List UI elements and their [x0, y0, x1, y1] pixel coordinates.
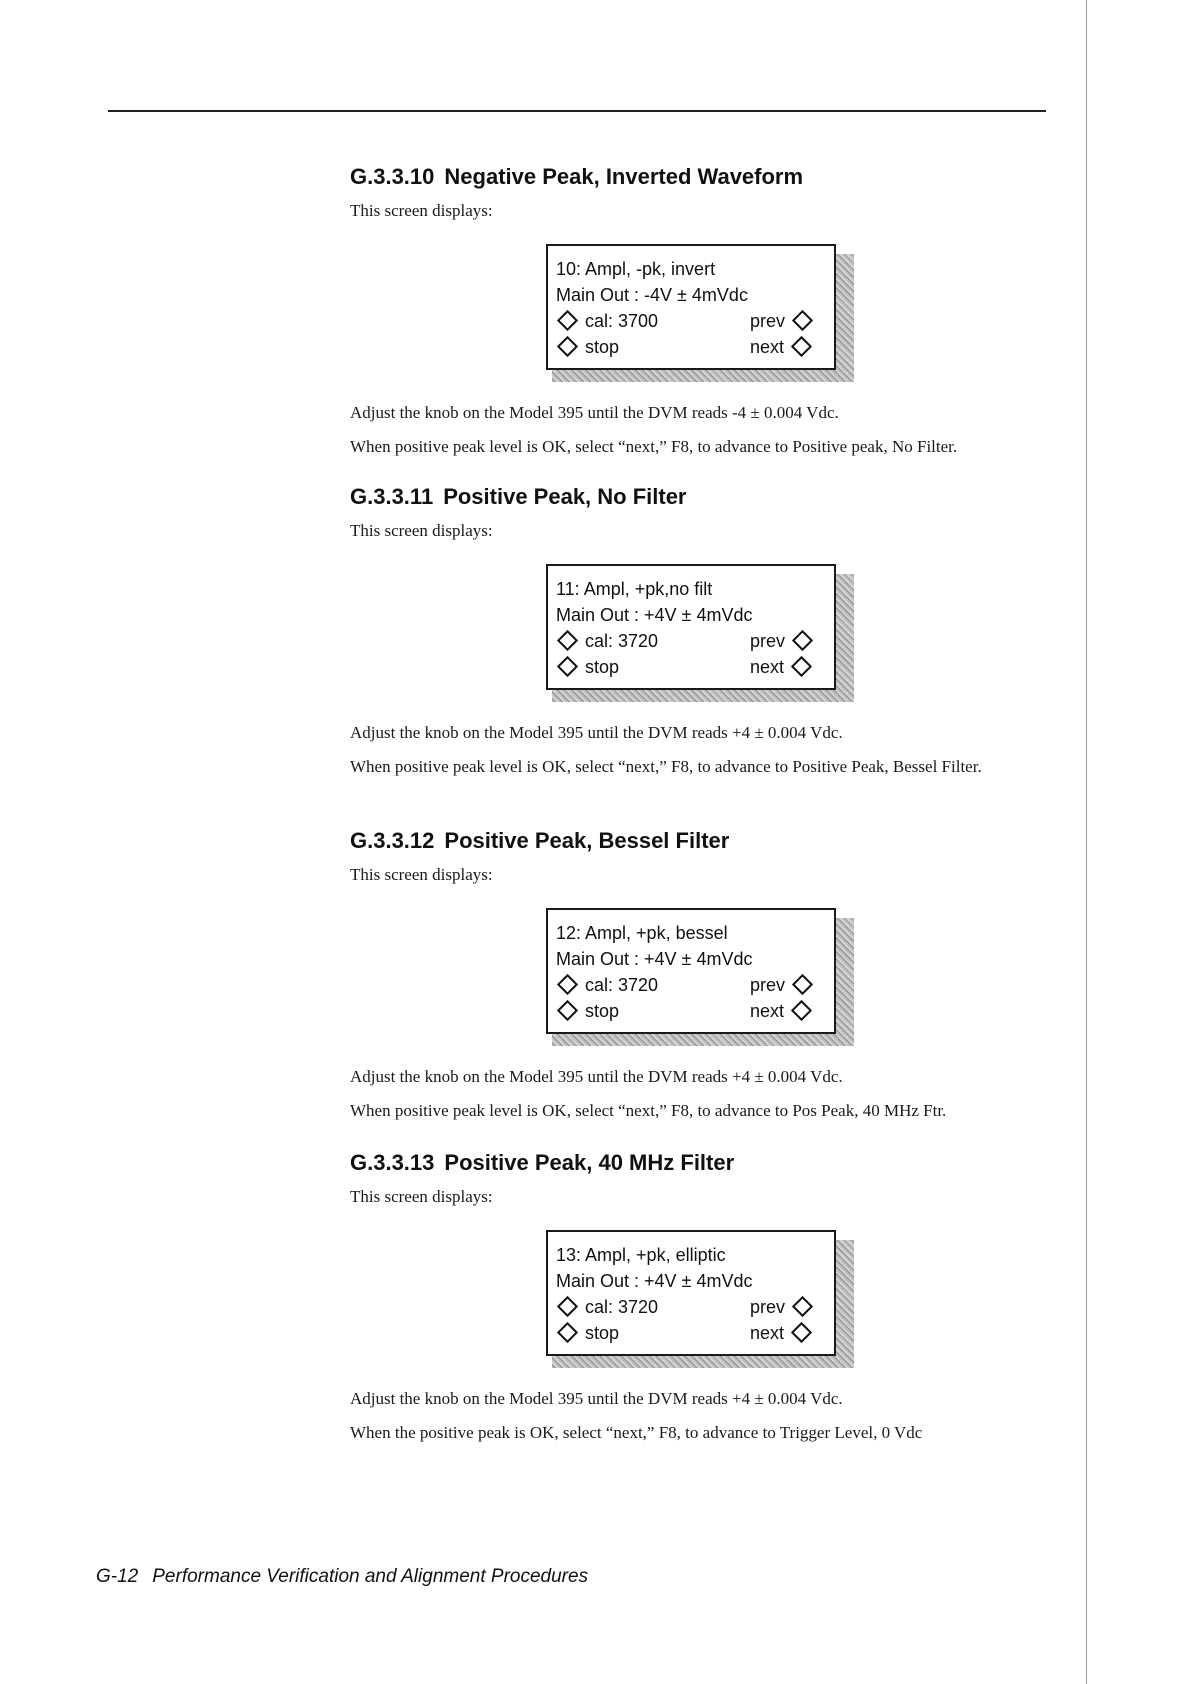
lcd-screen — [546, 564, 836, 690]
prev-option — [750, 972, 810, 998]
section-heading — [350, 162, 1060, 192]
diamond-softkey-icon — [557, 310, 578, 331]
screen-line-stop — [556, 1320, 834, 1346]
adjust-instruction: Adjust the knob on the Model 395 until the DVM reads +4 ± 0.004 Vdc. — [350, 723, 843, 742]
section-positive-peak-no-filter — [350, 482, 1060, 778]
cal-label: cal: 3720 — [585, 1297, 659, 1317]
prev-option — [750, 1294, 810, 1320]
next-label: next — [750, 1323, 785, 1343]
screen-line-stop — [556, 998, 834, 1024]
next-option — [750, 998, 809, 1024]
diamond-softkey-icon — [557, 336, 578, 357]
screen-line-stop — [556, 334, 834, 360]
diamond-softkey-icon — [557, 1000, 578, 1021]
diamond-softkey-icon — [792, 630, 813, 651]
next-option — [750, 654, 809, 680]
section-number: G.3.3.10 — [350, 164, 435, 189]
screen-line-cal — [556, 972, 834, 998]
advance-instruction: When positive peak level is OK, select “next,” F8, to advance to Pos Peak, 40 MHz Ftr. — [350, 1101, 947, 1120]
diamond-softkey-icon — [557, 974, 578, 995]
lcd-screen — [546, 244, 836, 370]
next-label: next — [750, 1001, 785, 1021]
page-footer — [96, 1566, 588, 1588]
screen-line-title: 12: Ampl, +pk, bessel — [556, 923, 728, 943]
section-number: G.3.3.12 — [350, 828, 435, 853]
section-title: Positive Peak, 40 MHz Filter — [444, 1150, 735, 1175]
next-label: next — [750, 337, 785, 357]
cal-label: cal: 3700 — [585, 311, 659, 331]
prev-label: prev — [750, 631, 786, 651]
prev-label: prev — [750, 975, 786, 995]
section-negative-peak-inverted — [350, 162, 1060, 458]
intro-text: This screen displays: — [350, 1187, 493, 1206]
diamond-softkey-icon — [557, 630, 578, 651]
prev-label: prev — [750, 1297, 786, 1317]
diamond-softkey-icon — [557, 656, 578, 677]
section-positive-peak-40mhz — [350, 1148, 1060, 1444]
section-title: Positive Peak, Bessel Filter — [444, 828, 730, 853]
screen-line-stop — [556, 654, 834, 680]
intro-text: This screen displays: — [350, 201, 493, 220]
lcd-screen-figure — [546, 908, 856, 1048]
stop-label: stop — [585, 1001, 620, 1021]
section-title: Positive Peak, No Filter — [443, 484, 687, 509]
screen-line-title: 11: Ampl, +pk,no filt — [556, 579, 713, 599]
diamond-softkey-icon — [791, 656, 812, 677]
adjust-instruction: Adjust the knob on the Model 395 until the DVM reads +4 ± 0.004 Vdc. — [350, 1067, 843, 1086]
lcd-screen-figure — [546, 564, 856, 704]
stop-label: stop — [585, 337, 620, 357]
diamond-softkey-icon — [557, 1322, 578, 1343]
diamond-softkey-icon — [792, 1296, 813, 1317]
screen-line-title: 13: Ampl, +pk, elliptic — [556, 1245, 726, 1265]
diamond-softkey-icon — [557, 1296, 578, 1317]
section-heading — [350, 482, 1060, 512]
diamond-softkey-icon — [791, 1000, 812, 1021]
lcd-screen — [546, 908, 836, 1034]
next-option — [750, 1320, 809, 1346]
page-number: G-12 — [96, 1566, 139, 1587]
advance-instruction: When positive peak level is OK, select “next,” F8, to advance to Positive peak, No Filter. — [350, 437, 958, 456]
section-title: Negative Peak, Inverted Waveform — [444, 164, 804, 189]
screen-line-title: 10: Ampl, -pk, invert — [556, 259, 716, 279]
prev-option — [750, 628, 810, 654]
next-label: next — [750, 657, 785, 677]
screen-line-main-out: Main Out : +4V ± 4mVdc — [556, 949, 753, 969]
screen-line-main-out: Main Out : -4V ± 4mVdc — [556, 285, 748, 305]
section-heading — [350, 1148, 1060, 1178]
adjust-instruction: Adjust the knob on the Model 395 until the DVM reads +4 ± 0.004 Vdc. — [350, 1389, 843, 1408]
footer-title: Performance Verification and Alignment Procedures — [152, 1566, 589, 1587]
section-number: G.3.3.13 — [350, 1150, 435, 1175]
page-edge-line — [1086, 0, 1087, 1684]
diamond-softkey-icon — [791, 1322, 812, 1343]
header-rule — [108, 110, 1046, 112]
section-number: G.3.3.11 — [350, 484, 434, 509]
screen-line-cal — [556, 308, 834, 334]
prev-option — [750, 308, 810, 334]
screen-line-cal — [556, 1294, 834, 1320]
cal-label: cal: 3720 — [585, 975, 659, 995]
next-option — [750, 334, 809, 360]
lcd-screen — [546, 1230, 836, 1356]
section-positive-peak-bessel — [350, 826, 1060, 1122]
advance-instruction: When the positive peak is OK, select “next,” F8, to advance to Trigger Level, 0 Vdc — [350, 1423, 923, 1442]
screen-line-main-out: Main Out : +4V ± 4mVdc — [556, 605, 753, 625]
diamond-softkey-icon — [792, 974, 813, 995]
intro-text: This screen displays: — [350, 865, 493, 884]
lcd-screen-figure — [546, 244, 856, 384]
diamond-softkey-icon — [791, 336, 812, 357]
adjust-instruction: Adjust the knob on the Model 395 until the DVM reads -4 ± 0.004 Vdc. — [350, 403, 839, 422]
screen-line-cal — [556, 628, 834, 654]
intro-text: This screen displays: — [350, 521, 493, 540]
screen-line-main-out: Main Out : +4V ± 4mVdc — [556, 1271, 753, 1291]
diamond-softkey-icon — [792, 310, 813, 331]
stop-label: stop — [585, 1323, 620, 1343]
lcd-screen-figure — [546, 1230, 856, 1370]
prev-label: prev — [750, 311, 786, 331]
cal-label: cal: 3720 — [585, 631, 659, 651]
section-heading — [350, 826, 1060, 856]
advance-instruction: When positive peak level is OK, select “next,” F8, to advance to Positive Peak, Bessel Filter. — [350, 757, 982, 776]
stop-label: stop — [585, 657, 620, 677]
